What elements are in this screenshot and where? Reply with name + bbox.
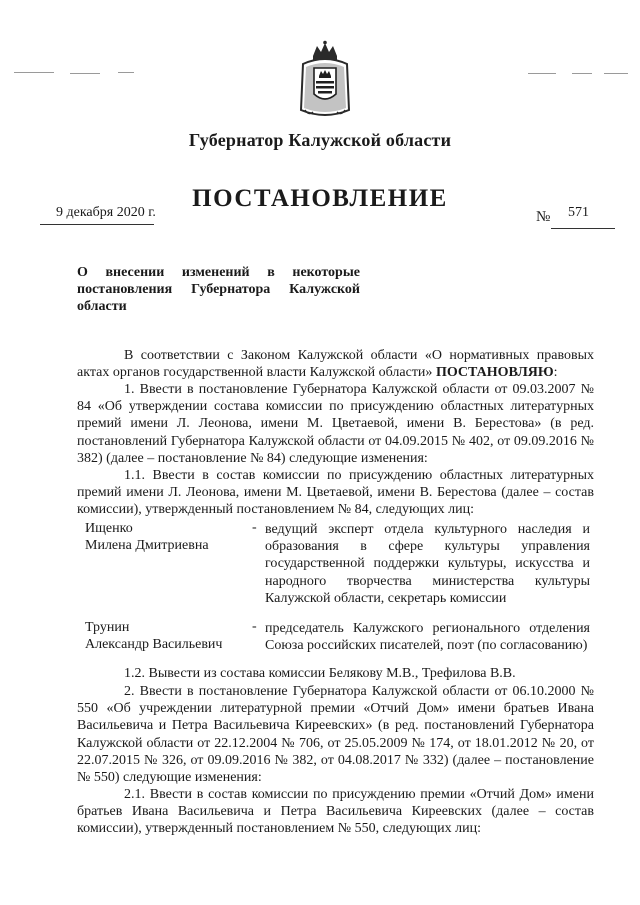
coat-of-arms-icon	[299, 40, 351, 120]
document-subject: О внесении изменений в некоторые постановления Губернатора Калужской области	[77, 265, 360, 314]
member-dash: -	[252, 520, 257, 535]
scan-artifact	[604, 73, 628, 74]
scan-artifact	[528, 73, 556, 74]
member-dash: -	[252, 619, 257, 634]
decree-word: ПОСТАНОВЛЯЮ	[435, 365, 554, 381]
intro-colon: :	[553, 365, 558, 381]
item-1-1-paragraph: 1.1. Ввести в состав комиссии по присуждению областных литературных премий имени Л. Леонова, имени М. Цветаевой, имени В. Берестова (далее – состав комиссии), утвержденный постановлением № 84, следующих лиц:	[77, 468, 594, 518]
number-label: №	[536, 209, 551, 225]
member-surname: Трунин	[85, 620, 130, 635]
scan-artifact	[118, 72, 134, 73]
member-name	[85, 619, 222, 653]
document-date: 9 декабря 2020 г.	[56, 205, 156, 220]
scan-artifact	[70, 73, 100, 74]
issuer-title: Губернатор Калужской области	[188, 130, 452, 150]
intro-text: В соответствии с Законом Калужской области «О нормативных правовых актах органов государственной власти Калужской области»	[77, 348, 594, 381]
item-2-paragraph: 2. Ввести в постановление Губернатора Калужской области от 06.10.2000 № 550 «Об учреждении литературной премии «Отчий Дом» имени братьев Ивана Васильевича и Петра Васильевича Киреевских» (в ред. постановлений Губернатора Калужской области от 22.12.2004 № 706, от 25.05.2009 № 174, от 18.01.2012 № 20, от 22.07.2015 № 326, от 09.09.2016 № 382, от 04.08.2017 № 332) (далее – постановление № 550) следующие изменения:	[77, 684, 594, 786]
scan-artifact	[572, 73, 592, 74]
member-given-name: Александр Васильевич	[85, 637, 223, 652]
member-position: председатель Калужского регионального отделения Союза российских писателей, поэт (по согласованию)	[265, 621, 590, 654]
intro-paragraph	[77, 347, 594, 381]
item-1-2-paragraph: 1.2. Вывести из состава комиссии Белякову М.В., Трефилова В.В.	[124, 666, 516, 681]
member-position: ведущий эксперт отдела культурного наследия и образования в сфере культуры управления государственной поддержки культуры, искусства и народного творчества министерства культуры Калужской области, секретарь комиссии	[265, 522, 590, 606]
document-type-title: ПОСТАНОВЛЕНИЕ	[192, 185, 448, 212]
date-underline	[40, 224, 154, 225]
member-name	[85, 520, 209, 554]
member-surname: Ищенко	[85, 521, 133, 536]
item-2-1-paragraph: 2.1. Ввести в состав комиссии по присуждению премии «Отчий Дом» имени братьев Ивана Васильевича и Петра Васильевича Киреевских (далее – состав комиссии), утвержденный постановлением № 550, следующих лиц:	[77, 787, 594, 837]
member-given-name: Милена Дмитриевна	[85, 538, 209, 553]
document-number: 571	[568, 205, 589, 220]
item-1-paragraph: 1. Ввести в постановление Губернатора Калужской области от 09.03.2007 № 84 «Об утверждении состава комиссии по присуждению областных литературных премий имени Л. Леонова, имени М. Цветаевой, имени В. Берестова» (в ред. постановлений Губернатора Калужской области от 04.09.2015 № 402, от 09.09.2016 № 382) (далее – постановление № 84) следующие изменения:	[77, 382, 594, 466]
scan-artifact	[14, 72, 54, 73]
number-underline	[551, 228, 615, 229]
